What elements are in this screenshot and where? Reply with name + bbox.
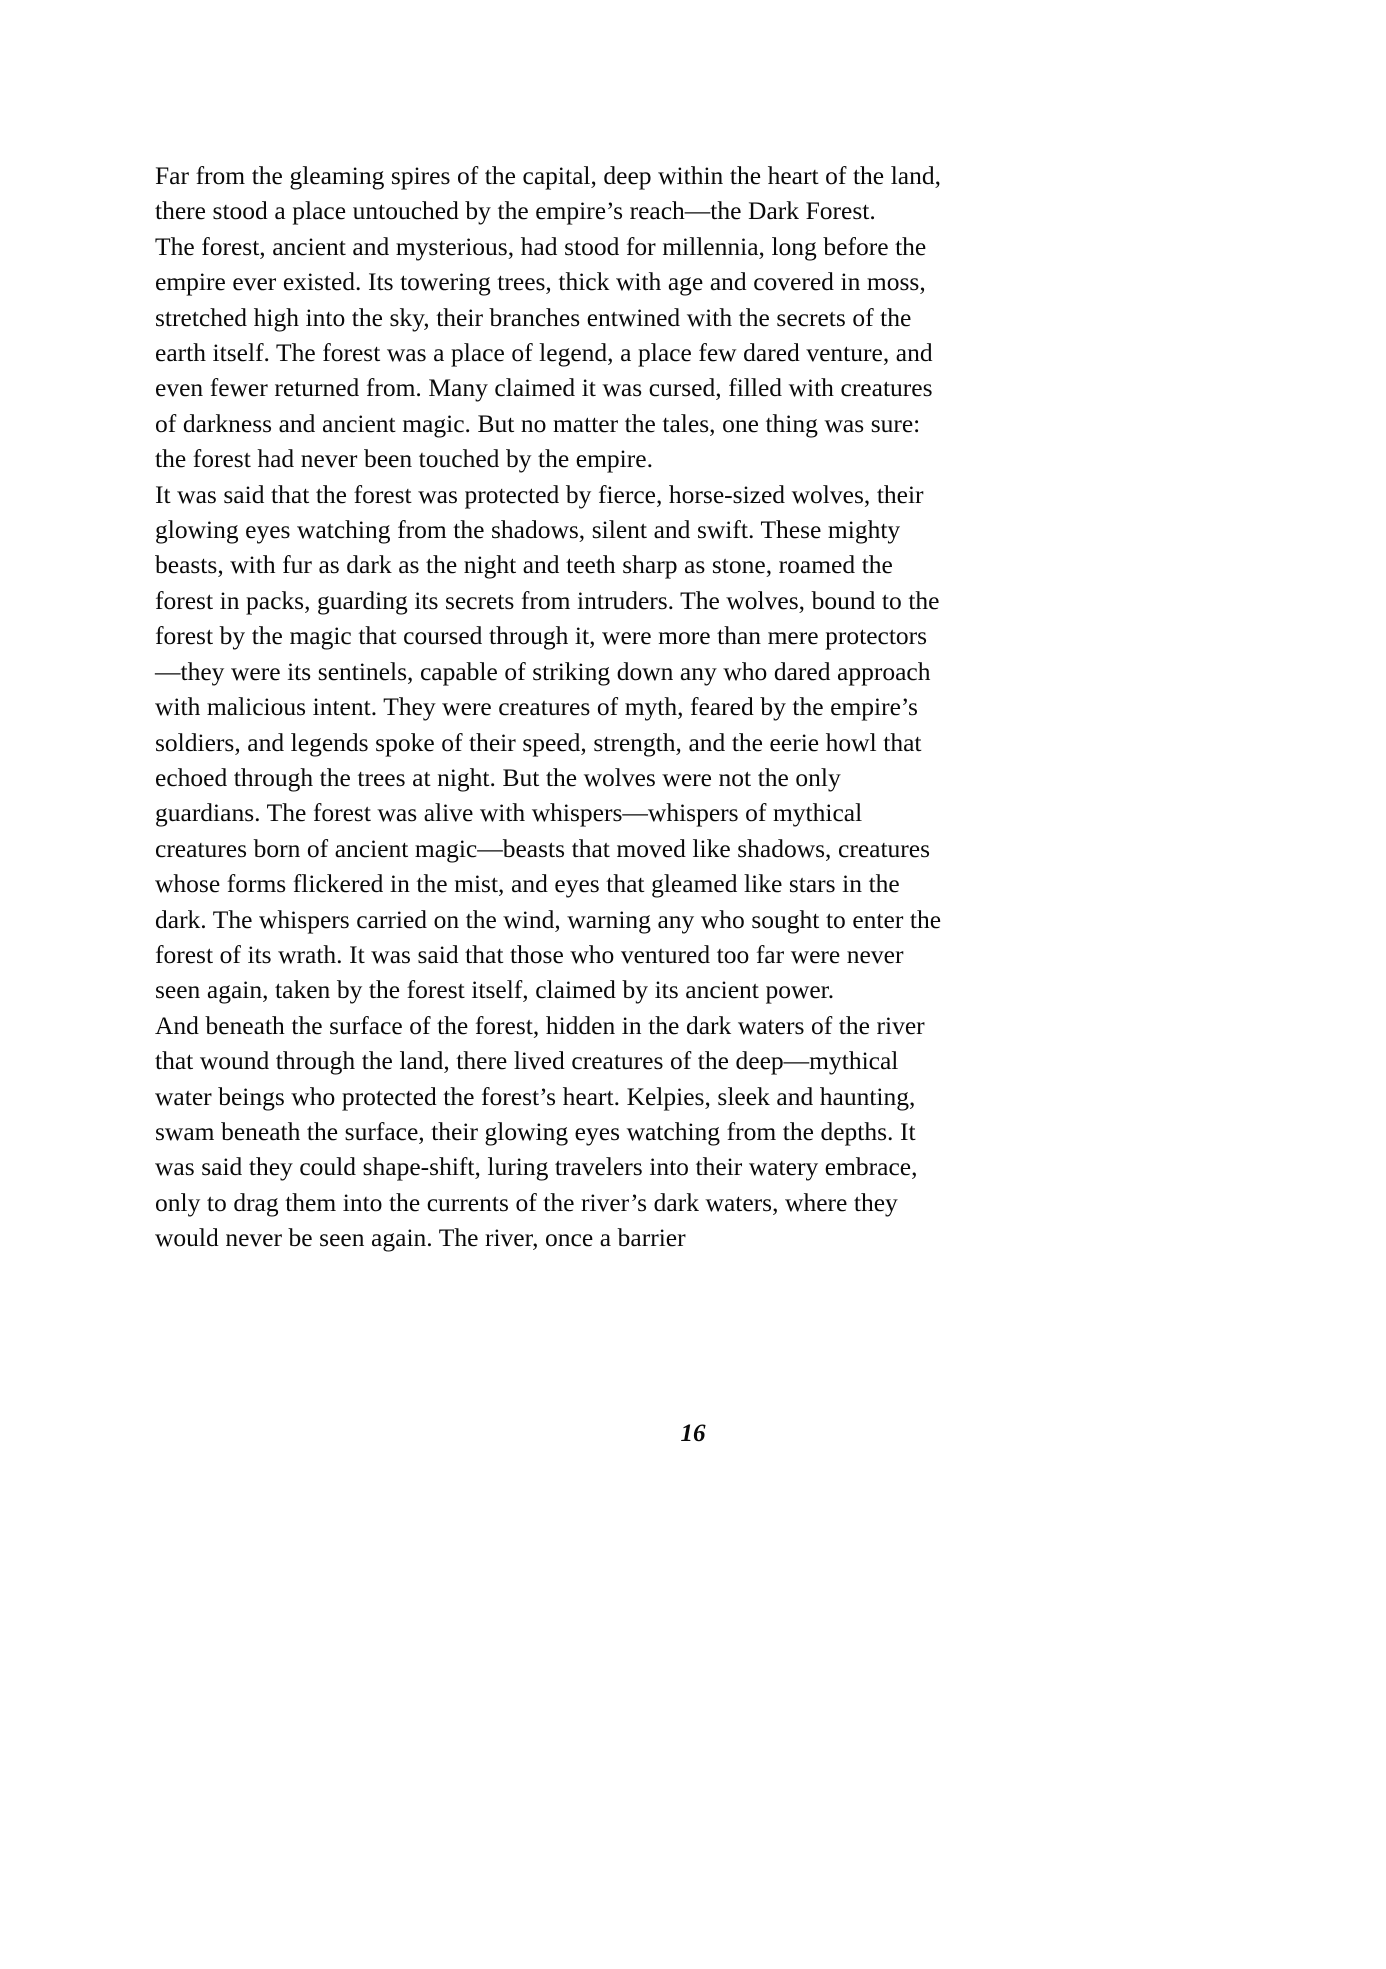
page-number: 16 — [680, 1420, 706, 1447]
paragraph-3: It was said that the forest was protected by fierce, horse-sized wolves, their glowing eyes watching from the shadows, silent and swift. These mighty beasts, with fur as dark as the night and teeth sharp as stone, roamed the forest in packs, guarding its secrets from intruders. The wolves, bound to the forest by the magic that coursed through it, were more than mere protectors—they were its sentinels, capable of striking down any who dared approach with malicious intent. They were creatures of myth, feared by the empire’s soldiers, and legends spoke of their speed, strength, and the eerie howl that echoed through the trees at night. But the wolves were not the only guardians. The forest was alive with whispers—whispers of mythical creatures born of ancient magic—beasts that moved like shadows, creatures whose forms flickered in the mist, and eyes that gleamed like stars in the dark. The whispers carried on the wind, warning any who sought to enter the forest of its wrath. It was said that those who ventured too far were never seen again, taken by the forest itself, claimed by its ancient power. — [155, 479, 942, 1005]
paragraph-2: The forest, ancient and mysterious, had stood for millennia, long before the empire ever existed. Its towering trees, thick with age and covered in moss, stretched high into the sky, their branches entwined with the secrets of the earth itself. The forest was a place of legend, a place few dared venture, and even fewer returned from. Many claimed it was cursed, filled with creatures of darkness and ancient magic. But no matter the tales, one thing was sure: the forest had never been touched by the empire. — [155, 231, 933, 474]
paragraph-1: Far from the gleaming spires of the capital, deep within the heart of the land, there stood a place untouched by the empire’s reach—the Dark Forest. — [155, 161, 941, 226]
paragraph-4: And beneath the surface of the forest, hidden in the dark waters of the river that wound through the land, there lived creatures of the deep—mythical water beings who protected the forest’s heart. Kelpies, sleek and haunting, swam beneath the surface, their glowing eyes watching from the depths. It was said they could shape-shift, luring travelers into their watery embrace, only to drag them into the currents of the river’s dark waters, where they would never be seen again. The river, once a barrier — [155, 1010, 925, 1253]
page-text-block — [155, 158, 947, 1256]
